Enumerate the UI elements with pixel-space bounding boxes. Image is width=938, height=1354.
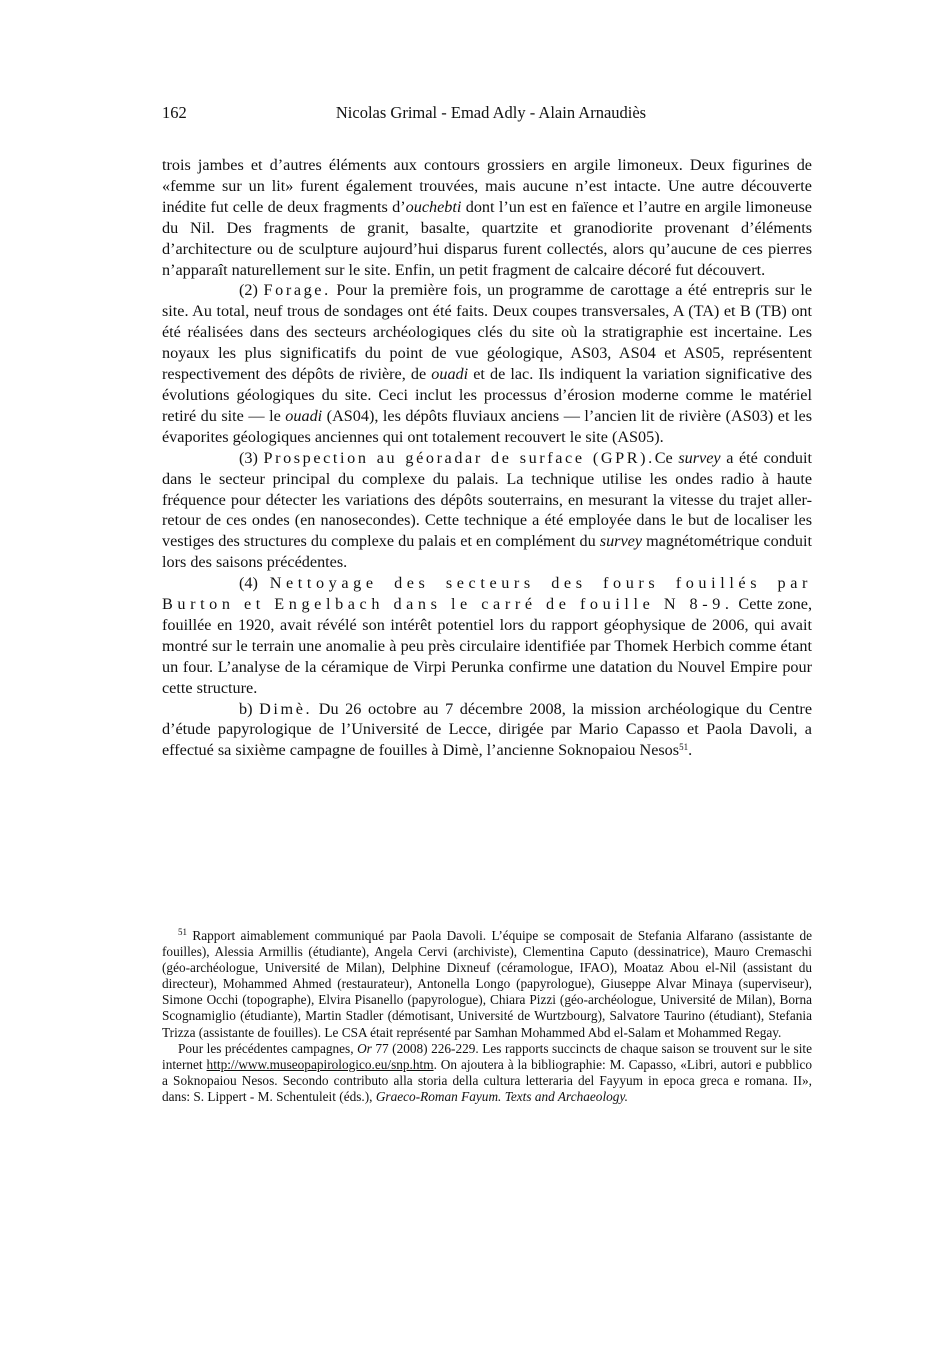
paragraph-prospection: (3) Prospection au géoradar de surface (GPR).Ce survey a été conduit dans le secteur principal du complexe du palais. La technique utilise les ondes radio à haute fréquence pour détecter les variations des dépôts souterrains, en mesurant la vitesse du trajet aller-retour de ces ondes (en nanosecondes). Cette technique a été employée dans le but de localiser les vestiges des structures du complexe du palais et en complément du survey magnétométrique conduit lors des saisons précédentes.	[162, 448, 813, 572]
italic-term: survey	[678, 448, 721, 467]
book-title: Graeco-Roman Fayum. Texts and Archaeology.	[375, 1088, 628, 1104]
footnote-continuation: Pour les précédentes campagnes, Or 77 (2008) 226-229. Les rapports succincts de chaque saison se trouvent sur le site internet http://www.museopapirologico.eu/snp.htm. On ajoutera à la bibliographie: M. Capasso, «Libri, autori e pubblico a Soknopaiou Nesos. Secondo contributo alla storia della cultura letteraria del Fayyum in epoca greca e romana. II», dans: S. Lippert - M. Schentuleit (éds.), Graeco-Roman Fayum. Texts and Archaeology.	[162, 1040, 813, 1104]
main-text	[162, 155, 812, 761]
italic-term: ouadi	[431, 365, 469, 384]
section-title: Forage.	[263, 281, 331, 300]
section-title: Nettoyage des secteurs des fours fouillés par Burton et Engelbach dans le carré de fouille N 8-9.	[162, 574, 813, 614]
footnote-marker: 51	[178, 927, 187, 937]
running-head: Nicolas Grimal - Emad Adly - Alain Arnaudiès	[335, 103, 647, 122]
italic-term: survey	[599, 532, 643, 551]
paragraph-dime: b) Dimè. Du 26 octobre au 7 décembre 2008, la mission archéologique du Centre d’étude papyrologique de l’Université de Lecce, dirigée par Mario Capasso et Paola Davoli, a effectué sa sixième campagne de fouilles à Dimè, l’ancienne Soknopaiou Nesos$^{51}$.	[162, 699, 813, 760]
footnote-reference: 51	[679, 742, 689, 753]
page-number: 162	[162, 103, 187, 122]
italic-term: ouadi	[285, 406, 323, 425]
journal-title: Or	[357, 1040, 372, 1056]
website-link[interactable]: http://www.museopapirologico.eu/snp.htm	[206, 1056, 434, 1072]
paragraph-forage: (2) Forage. Pour la première fois, un programme de carottage a été entrepris sur le site. Au total, neuf trous de sondages ont été faits. Deux coupes transversales, A (TA) et B (TB) ont été réalisées dans des secteurs archéologiques clés du site où la stratigraphie est incertaine. Les noyaux les plus significatifs du point de vue géologique, AS03, AS04 et AS05, représentent respectivement des dépôts de rivière, de ouadi et de lac. Ils indiquent la variation significative des évolutions géologiques du site. Ceci inclut les processus d’érosion moderne comme le matériel retiré du site — le ouadi (AS04), les dépôts fluviaux anciens — l’ancien lit de rivière (AS03) et les évaporites géologiques anciennes qui ont totalement recouvert le site (AS05).	[162, 281, 813, 446]
page-header	[162, 103, 812, 127]
paragraph: trois jambes et d’autres éléments aux contours grossiers en argile limoneux. Deux figurines de «femme sur un lit» furent également trouvées, mais aucune n’est intacte. Une autre découverte inédite fut celle de deux fragments d’ouchebti dont l’un est en faïence et l’autre en argile limoneuse du Nil. Des fragments de granit, basalte, quartzite et granodiorite provenant d’éléments d’architecture ou de sculpture aujourd’hui disparus furent collectés, alors qu’aucune de ces pierres n’apparaît naturellement sur le site. Enfin, un petit fragment de calcaire décoré fut découvert.	[162, 156, 812, 279]
paragraph-nettoyage: (4) Nettoyage des secteurs des fours fouillés par Burton et Engelbach dans le carré de fouille N 8-9. Cette zone, fouillée en 1920, avait révélé son intérêt potentiel lors du rapport géophysique de 2006, qui avait montré sur le terrain une anomalie à peu près circulaire identifiée par Thomek Herbich comme étant un four. L’analyse de la céramique de Virpi Perunka confirme une datation du Nouvel Empire pour cette structure.	[162, 574, 813, 697]
section-title: Dimè.	[259, 699, 313, 718]
italic-term: ouchebti	[405, 197, 462, 216]
footnotes	[162, 928, 812, 1105]
footnote: $^{51}$ Rapport aimablement communiqué par Paola Davoli. L’équipe se composait de Stefania Alfarano (assistante de fouilles), Alessia Armillis (étudiante), Angela Cervi (archiviste), Clementina Caputo (dessinatrice), Mauro Cremaschi (géo-archéologue, Université de Milan), Delphine Dixneuf (céramologue, IFAO), Moataz Abou el-Nil (assistant du directeur), Mohammed Ahmed (restaurateur), Antonella Longo (papyrologue), Giuseppe Alvar Minaya (superviseur), Simone Occhi (topographe), Elvira Pisanello (papyrologue), Chiara Pizzi (géo-archéologue, Université de Milan), Borna Scognamiglio (étudiante), Martin Stadler (démotisant, Université de Wurtzbourg), Salvatore Taurino (étudiant), Stefania Trizza (assistante de fouilles). Le CSA était représenté par Samhan Mohammed Abd el-Salam et Mohammed Regay.	[162, 927, 812, 1040]
section-title: Prospection au géoradar de surface (GPR).	[263, 448, 655, 467]
